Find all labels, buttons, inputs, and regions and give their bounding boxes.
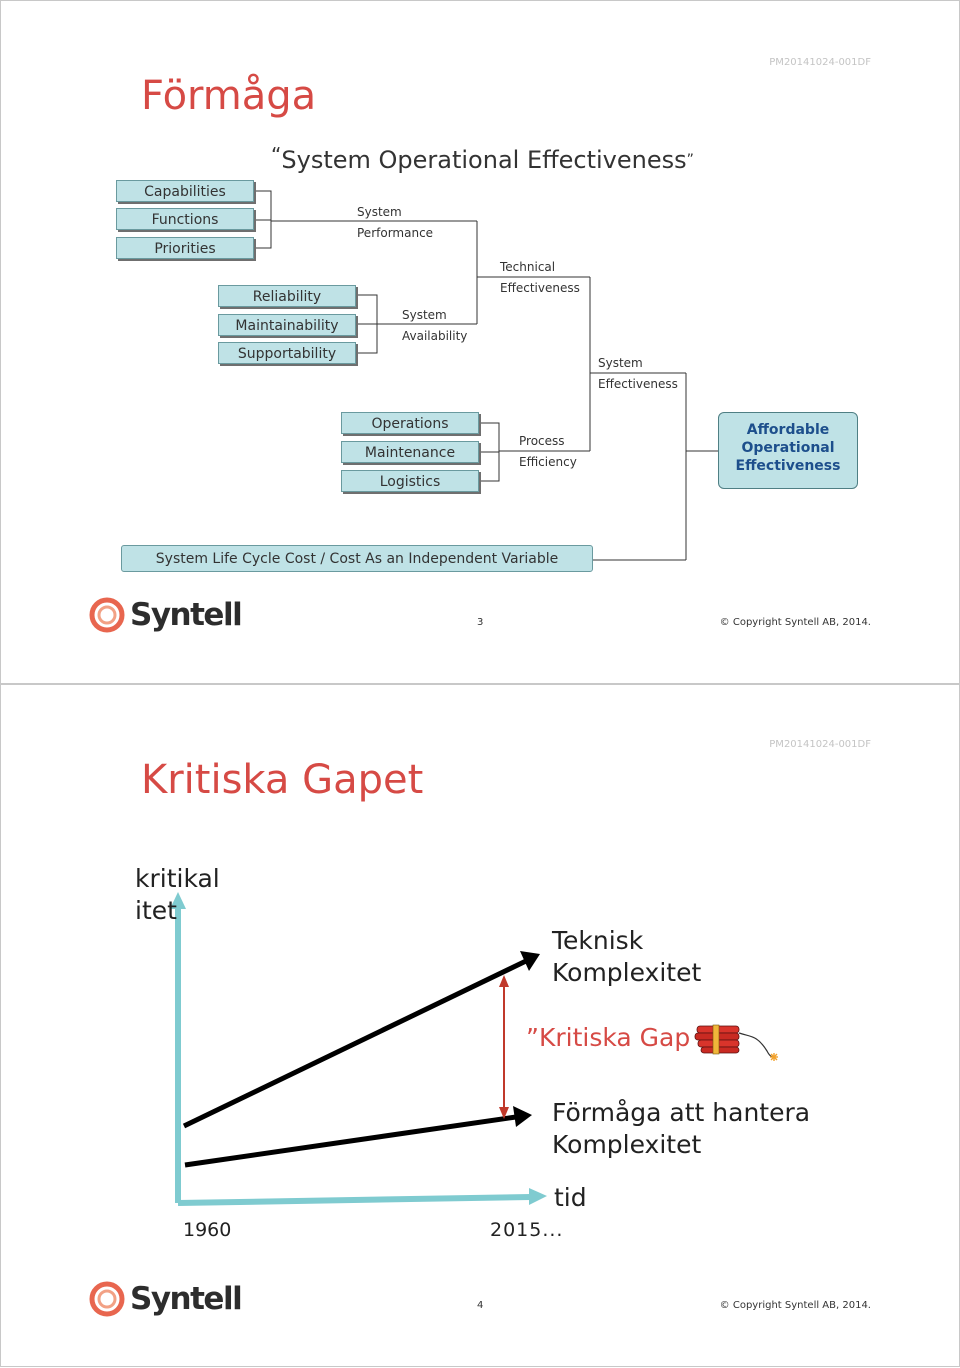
label-system-availability: System Availability bbox=[402, 308, 468, 343]
slide-4 bbox=[0, 684, 960, 1367]
document-id: PM20141024-001DF bbox=[769, 739, 871, 750]
box-reliability: Reliability bbox=[218, 285, 356, 307]
box-priorities: Priorities bbox=[116, 237, 254, 259]
box-operations: Operations bbox=[341, 412, 479, 434]
upper-trend-line bbox=[184, 961, 526, 1126]
x-axis-end: 2015... bbox=[490, 1219, 564, 1241]
syntell-logo: Syntell bbox=[89, 597, 241, 633]
box-maintenance: Maintenance bbox=[341, 441, 479, 463]
box-maintainability: Maintainability bbox=[218, 314, 356, 336]
syntell-logo-icon bbox=[89, 597, 125, 633]
label-process-efficiency: Process Efficiency bbox=[519, 434, 577, 469]
label-technical-effectiveness: Technical Effectiveness bbox=[500, 260, 580, 295]
diagram-connectors bbox=[1, 1, 960, 685]
page-number: 3 bbox=[477, 617, 484, 628]
page-number: 4 bbox=[477, 1300, 484, 1311]
box-supportability: Supportability bbox=[218, 342, 356, 364]
y-axis-label: kritikal itet bbox=[135, 864, 220, 925]
label-system-effectiveness: System Effectiveness bbox=[598, 356, 678, 391]
x-axis-label: tid bbox=[554, 1183, 587, 1212]
lower-trend-line bbox=[185, 1117, 516, 1165]
x-axis-start: 1960 bbox=[183, 1219, 232, 1241]
box-capabilities: Capabilities bbox=[116, 180, 254, 202]
label-kritiska-gap: ”Kritiska Gap bbox=[526, 1023, 691, 1052]
dynamite-icon bbox=[695, 1025, 778, 1061]
document-id: PM20141024-001DF bbox=[769, 57, 871, 68]
slide-title: Kritiska Gapet bbox=[141, 757, 424, 803]
box-functions: Functions bbox=[116, 208, 254, 230]
label-formaga: Förmåga att hantera Komplexitet bbox=[552, 1098, 811, 1159]
diagram-title: “System Operational Effectiveness” bbox=[271, 143, 694, 174]
label-teknisk-komplexitet: Teknisk Komplexitet bbox=[552, 926, 702, 987]
syntell-logo: Syntell bbox=[89, 1281, 241, 1317]
syntell-logo-icon bbox=[89, 1281, 125, 1317]
slide-title: Förmåga bbox=[141, 73, 317, 119]
box-life-cycle-cost: System Life Cycle Cost / Cost As an Independent Variable bbox=[121, 545, 593, 572]
box-logistics: Logistics bbox=[341, 470, 479, 492]
label-system-performance: System Performance bbox=[357, 205, 434, 240]
gap-diagram bbox=[1, 685, 960, 1368]
gap-arrow bbox=[499, 975, 509, 1119]
box-affordable-operational-effectiveness: Affordable Operational Effectiveness bbox=[718, 412, 858, 489]
copyright: © Copyright Syntell AB, 2014. bbox=[719, 617, 871, 628]
copyright: © Copyright Syntell AB, 2014. bbox=[719, 1300, 871, 1311]
